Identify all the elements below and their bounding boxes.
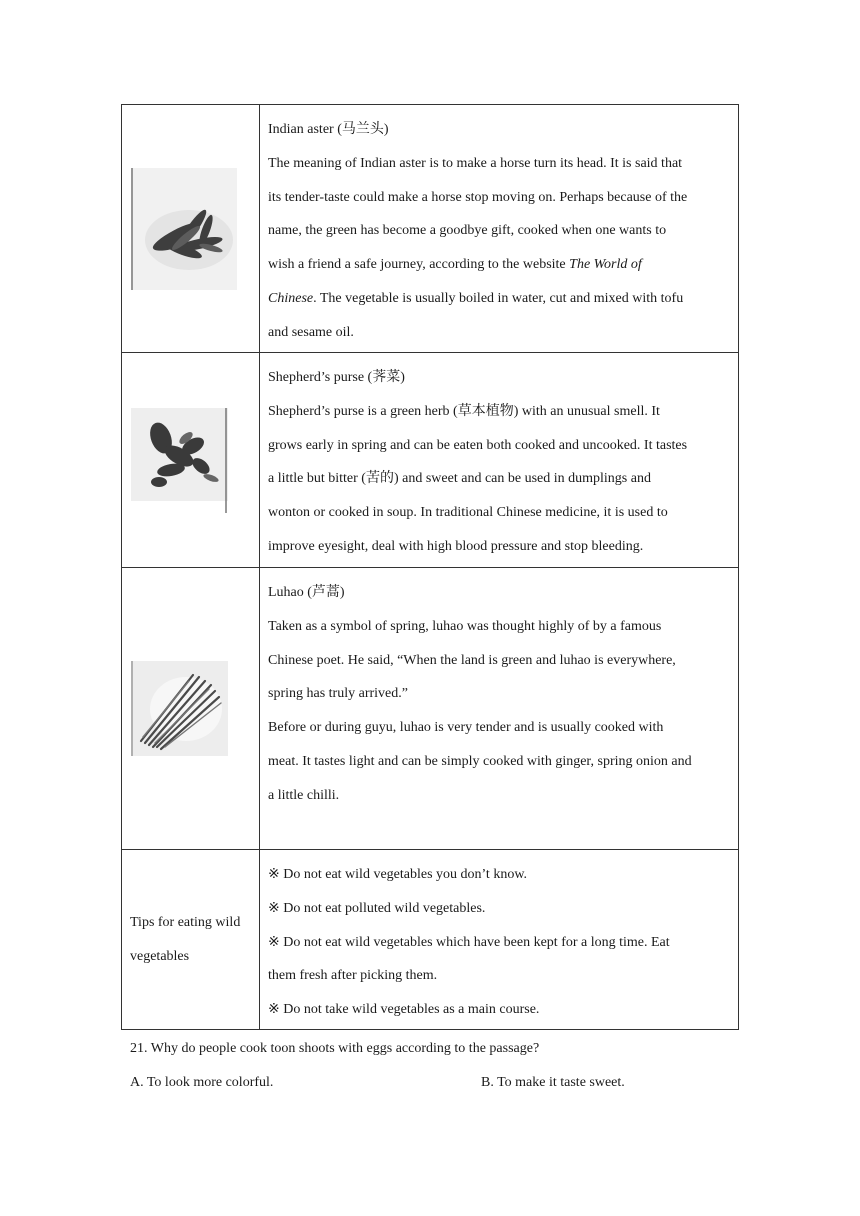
table-row <box>122 105 739 353</box>
option-a: A. To look more colorful. <box>130 1075 274 1090</box>
text-line: Tips for eating wild <box>130 914 241 930</box>
tips-label <box>122 850 260 1030</box>
text-line: wonton or cooked in soup. In traditional Chinese medicine, it is used to <box>268 505 668 521</box>
text-line: spring has truly arrived.” <box>268 686 408 702</box>
tip-item: ※ Do not eat wild vegetables you don’t know. <box>268 867 528 882</box>
tip-item: ※ Do not take wild vegetables as a main course. <box>268 1002 540 1018</box>
tip-item: ※ Do not eat polluted wild vegetables. <box>268 900 486 916</box>
text-line: The meaning of Indian aster is to make a horse turn its head. It is said that <box>268 155 683 171</box>
question-21: 21. Why do people cook toon shoots with eggs according to the passage? <box>130 1041 540 1056</box>
text-line <box>268 282 730 316</box>
table-row <box>122 568 739 850</box>
indian-aster-photo-icon <box>131 168 237 290</box>
image-cell <box>122 568 260 850</box>
text-line: a little but bitter (苦的) and sweet and can be used in dumplings and <box>268 471 651 487</box>
image-cell <box>122 105 260 353</box>
text-line <box>268 248 730 282</box>
tip-item: ※ Do not eat wild vegetables which have been kept for a long time. Eat <box>268 934 670 950</box>
website-name-part: The World of <box>569 257 642 273</box>
text-line: Shepherd’s purse is a green herb (草本植物) with an unusual smell. It <box>268 403 660 419</box>
text-line: vegetables <box>130 948 190 964</box>
text-line: grows early in spring and can be eaten both cooked and uncooked. It tastes <box>268 437 688 453</box>
text-line: Taken as a symbol of spring, luhao was thought highly of by a famous <box>268 618 662 634</box>
option-b: B. To make it taste sweet. <box>481 1075 625 1090</box>
vegetable-title: Luhao (芦蒿) <box>268 585 345 600</box>
luhao-description <box>260 568 739 850</box>
text-segment: wish a friend a safe journey, according to the website <box>268 257 570 273</box>
text-line: Chinese poet. He said, “When the land is green and luhao is everywhere, <box>268 652 676 668</box>
table-row <box>122 353 739 568</box>
table-row <box>122 850 739 1030</box>
text-line: and sesame oil. <box>268 324 354 340</box>
website-name-part: Chinese <box>268 290 314 306</box>
vegetable-title: Indian aster (马兰头) <box>268 122 389 137</box>
luhao-photo-icon <box>131 661 228 756</box>
vegetable-table <box>121 104 739 1030</box>
text-line: its tender-taste could make a horse stop moving on. Perhaps because of the <box>268 189 688 205</box>
text-line: Before or during guyu, luhao is very tender and is usually cooked with <box>268 720 664 736</box>
tip-item: them fresh after picking them. <box>268 968 438 984</box>
tips-list <box>260 850 739 1030</box>
text-line: meat. It tastes light and can be simply cooked with ginger, spring onion and <box>268 753 692 769</box>
vegetable-title: Shepherd’s purse (荠菜) <box>268 370 405 385</box>
text-line: improve eyesight, deal with high blood pressure and stop bleeding. <box>268 538 644 554</box>
shepherds-purse-description <box>260 353 739 568</box>
text-line: a little chilli. <box>268 787 340 803</box>
indian-aster-description <box>260 105 739 353</box>
text-line: name, the green has become a goodbye gift, cooked when one wants to <box>268 223 667 239</box>
image-cell <box>122 353 260 568</box>
shepherds-purse-photo-icon <box>131 408 228 513</box>
text-segment: . The vegetable is usually boiled in water, cut and mixed with tofu <box>313 290 684 306</box>
